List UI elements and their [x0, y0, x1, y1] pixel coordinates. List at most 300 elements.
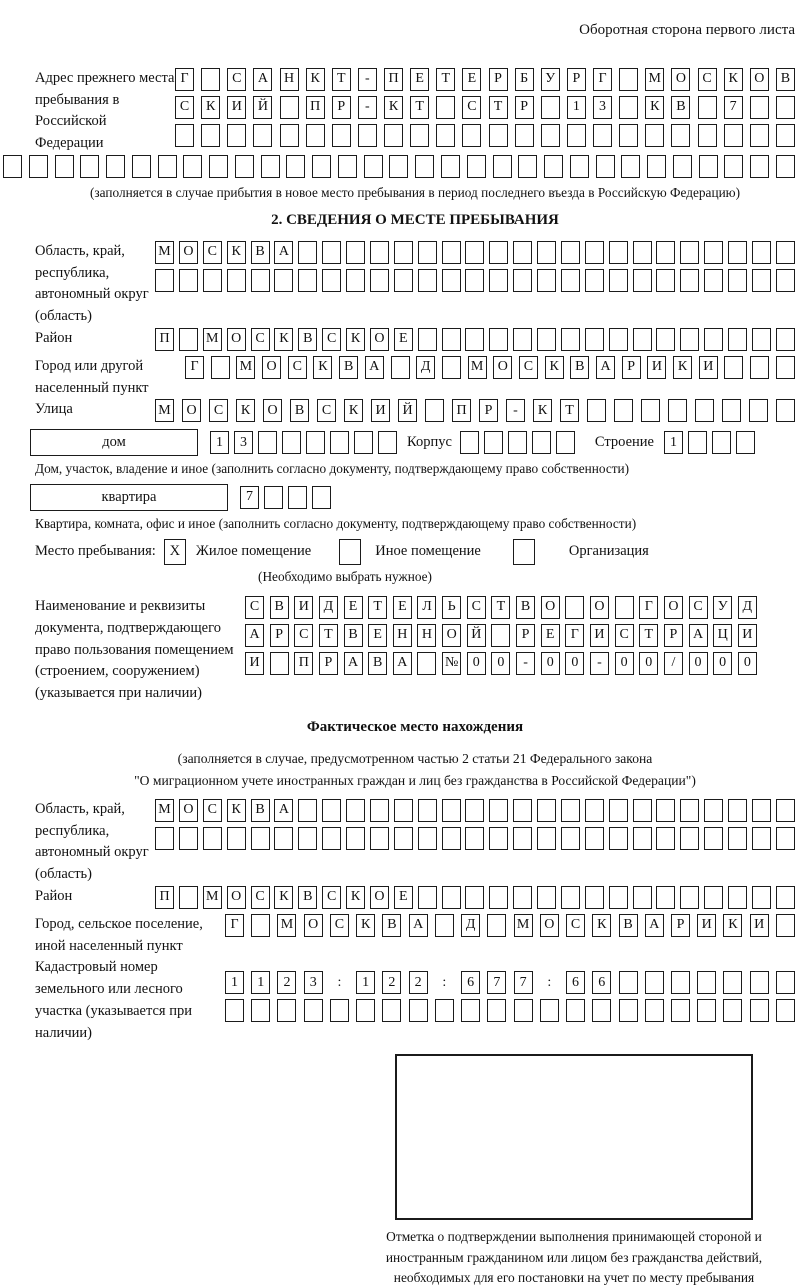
char-cell[interactable]: Г [225, 914, 244, 937]
char-cell[interactable]: 0 [738, 652, 757, 675]
char-cell[interactable]: Р [516, 624, 535, 647]
char-cell[interactable] [532, 431, 551, 454]
char-cell[interactable]: С [245, 596, 264, 619]
char-cell[interactable] [723, 971, 742, 994]
char-cell[interactable] [209, 155, 228, 178]
char-cell[interactable] [179, 328, 198, 351]
char-cell[interactable] [585, 241, 604, 264]
char-cell[interactable]: Е [394, 886, 413, 909]
char-cell[interactable] [609, 269, 628, 292]
char-cell[interactable]: С [203, 241, 222, 264]
char-cell[interactable]: О [304, 914, 323, 937]
char-cell[interactable]: Т [368, 596, 387, 619]
char-cell[interactable]: В [368, 652, 387, 675]
char-cell[interactable] [540, 999, 559, 1022]
char-cell[interactable]: К [201, 96, 220, 119]
char-cell[interactable] [541, 124, 560, 147]
char-cell[interactable] [322, 241, 341, 264]
char-cell[interactable]: И [697, 914, 716, 937]
char-cell[interactable] [179, 269, 198, 292]
char-cell[interactable]: С [330, 914, 349, 937]
char-cell[interactable] [203, 827, 222, 850]
char-cell[interactable] [619, 999, 638, 1022]
char-cell[interactable] [592, 999, 611, 1022]
char-cell[interactable] [750, 356, 769, 379]
char-cell[interactable] [645, 999, 664, 1022]
char-cell[interactable]: О [442, 624, 461, 647]
char-cell[interactable] [435, 999, 454, 1022]
char-cell[interactable] [609, 328, 628, 351]
char-cell[interactable] [656, 886, 675, 909]
char-cell[interactable]: Р [489, 68, 508, 91]
char-cell[interactable]: 6 [592, 971, 611, 994]
char-cell[interactable] [253, 124, 272, 147]
char-cell[interactable] [227, 269, 246, 292]
char-cell[interactable]: 6 [566, 971, 585, 994]
char-cell[interactable]: Е [410, 68, 429, 91]
char-cell[interactable]: М [155, 799, 174, 822]
char-cell[interactable]: С [566, 914, 585, 937]
char-cell[interactable] [621, 155, 640, 178]
char-cell[interactable] [619, 124, 638, 147]
char-cell[interactable]: И [245, 652, 264, 675]
char-cell[interactable]: Р [515, 96, 534, 119]
char-cell[interactable]: М [277, 914, 296, 937]
char-cell[interactable]: К [356, 914, 375, 937]
char-cell[interactable]: Р [332, 96, 351, 119]
char-cell[interactable] [645, 124, 664, 147]
char-cell[interactable] [211, 356, 230, 379]
char-cell[interactable]: Р [567, 68, 586, 91]
char-cell[interactable] [561, 827, 580, 850]
char-cell[interactable] [724, 124, 743, 147]
char-cell[interactable]: А [596, 356, 615, 379]
char-cell[interactable]: М [155, 399, 174, 422]
char-cell[interactable] [467, 155, 486, 178]
char-cell[interactable]: 2 [277, 971, 296, 994]
char-cell[interactable] [749, 399, 768, 422]
char-cell[interactable] [704, 328, 723, 351]
char-cell[interactable]: С [203, 799, 222, 822]
char-cell[interactable] [418, 799, 437, 822]
char-cell[interactable]: А [645, 914, 664, 937]
char-cell[interactable]: М [155, 241, 174, 264]
char-cell[interactable]: Г [565, 624, 584, 647]
char-cell[interactable]: 6 [461, 971, 480, 994]
char-cell[interactable]: С [209, 399, 228, 422]
char-cell[interactable] [704, 269, 723, 292]
char-cell[interactable]: 0 [541, 652, 560, 675]
char-cell[interactable] [461, 999, 480, 1022]
char-cell[interactable] [699, 155, 718, 178]
char-cell[interactable] [175, 124, 194, 147]
char-cell[interactable] [436, 96, 455, 119]
char-cell[interactable] [225, 999, 244, 1022]
char-cell[interactable] [561, 241, 580, 264]
char-cell[interactable] [712, 431, 731, 454]
char-cell[interactable] [489, 827, 508, 850]
char-cell[interactable] [203, 269, 222, 292]
char-cell[interactable] [346, 799, 365, 822]
char-cell[interactable]: Д [461, 914, 480, 937]
char-cell[interactable] [201, 68, 220, 91]
char-cell[interactable]: С [615, 624, 634, 647]
char-cell[interactable]: Ц [713, 624, 732, 647]
char-cell[interactable]: П [155, 886, 174, 909]
char-cell[interactable] [680, 827, 699, 850]
char-cell[interactable]: О [493, 356, 512, 379]
char-cell[interactable] [680, 886, 699, 909]
char-cell[interactable]: Й [467, 624, 486, 647]
char-cell[interactable]: С [698, 68, 717, 91]
char-cell[interactable] [274, 269, 293, 292]
char-cell[interactable] [728, 328, 747, 351]
char-cell[interactable]: С [467, 596, 486, 619]
char-cell[interactable]: А [344, 652, 363, 675]
char-cell[interactable]: И [371, 399, 390, 422]
char-cell[interactable]: Г [639, 596, 658, 619]
char-cell[interactable] [537, 328, 556, 351]
char-cell[interactable]: О [540, 914, 559, 937]
char-cell[interactable] [680, 241, 699, 264]
char-cell[interactable] [489, 886, 508, 909]
char-cell[interactable] [465, 269, 484, 292]
char-cell[interactable] [698, 124, 717, 147]
char-cell[interactable]: 1 [664, 431, 683, 454]
char-cell[interactable] [442, 269, 461, 292]
char-cell[interactable]: 7 [514, 971, 533, 994]
char-cell[interactable] [410, 124, 429, 147]
char-cell[interactable] [306, 431, 325, 454]
char-cell[interactable] [465, 886, 484, 909]
char-cell[interactable]: А [689, 624, 708, 647]
char-cell[interactable] [418, 241, 437, 264]
char-cell[interactable] [370, 241, 389, 264]
char-cell[interactable] [728, 827, 747, 850]
char-cell[interactable] [322, 799, 341, 822]
char-cell[interactable]: С [322, 886, 341, 909]
char-cell[interactable] [656, 328, 675, 351]
char-cell[interactable]: Н [417, 624, 436, 647]
char-cell[interactable]: С [689, 596, 708, 619]
char-cell[interactable] [656, 269, 675, 292]
char-cell[interactable] [697, 971, 716, 994]
char-cell[interactable]: С [288, 356, 307, 379]
char-cell[interactable]: В [776, 68, 795, 91]
char-cell[interactable]: М [645, 68, 664, 91]
char-cell[interactable] [465, 827, 484, 850]
char-cell[interactable] [346, 269, 365, 292]
char-cell[interactable] [442, 799, 461, 822]
char-cell[interactable] [695, 399, 714, 422]
char-cell[interactable] [671, 999, 690, 1022]
char-cell[interactable]: 3 [234, 431, 253, 454]
char-cell[interactable] [609, 241, 628, 264]
char-cell[interactable]: Т [491, 596, 510, 619]
char-cell[interactable]: Д [416, 356, 435, 379]
char-cell[interactable]: С [227, 68, 246, 91]
char-cell[interactable]: 7 [724, 96, 743, 119]
char-cell[interactable] [306, 124, 325, 147]
char-cell[interactable]: О [541, 596, 560, 619]
char-cell[interactable] [227, 124, 246, 147]
char-cell[interactable] [513, 328, 532, 351]
char-cell[interactable] [346, 241, 365, 264]
char-cell[interactable]: В [344, 624, 363, 647]
char-cell[interactable] [356, 999, 375, 1022]
char-cell[interactable]: / [664, 652, 683, 675]
char-cell[interactable] [489, 269, 508, 292]
char-cell[interactable]: Т [410, 96, 429, 119]
char-cell[interactable] [415, 155, 434, 178]
char-cell[interactable] [641, 399, 660, 422]
char-cell[interactable] [752, 799, 771, 822]
char-cell[interactable]: 7 [487, 971, 506, 994]
char-cell[interactable]: Д [319, 596, 338, 619]
char-cell[interactable]: К [545, 356, 564, 379]
char-cell[interactable] [158, 155, 177, 178]
char-cell[interactable]: О [179, 241, 198, 264]
char-cell[interactable] [332, 124, 351, 147]
char-cell[interactable]: Т [560, 399, 579, 422]
char-cell[interactable]: - [358, 96, 377, 119]
char-cell[interactable] [647, 155, 666, 178]
char-cell[interactable]: К [723, 914, 742, 937]
char-cell[interactable] [274, 827, 293, 850]
char-cell[interactable] [418, 827, 437, 850]
char-cell[interactable]: - [590, 652, 609, 675]
char-cell[interactable] [364, 155, 383, 178]
char-cell[interactable] [633, 269, 652, 292]
char-cell[interactable] [322, 827, 341, 850]
char-cell[interactable] [537, 241, 556, 264]
char-cell[interactable] [544, 155, 563, 178]
char-cell[interactable] [155, 827, 174, 850]
char-cell[interactable] [179, 827, 198, 850]
char-cell[interactable] [728, 269, 747, 292]
char-cell[interactable] [487, 999, 506, 1022]
char-cell[interactable] [633, 827, 652, 850]
char-cell[interactable]: Н [393, 624, 412, 647]
char-cell[interactable] [513, 799, 532, 822]
char-cell[interactable] [585, 269, 604, 292]
char-cell[interactable]: П [155, 328, 174, 351]
char-cell[interactable] [354, 431, 373, 454]
char-cell[interactable]: М [203, 886, 222, 909]
char-cell[interactable]: К [313, 356, 332, 379]
char-cell[interactable] [183, 155, 202, 178]
char-cell[interactable] [561, 886, 580, 909]
char-cell[interactable]: П [384, 68, 403, 91]
char-cell[interactable] [776, 356, 795, 379]
char-cell[interactable]: И [294, 596, 313, 619]
char-cell[interactable]: Р [319, 652, 338, 675]
char-cell[interactable] [330, 999, 349, 1022]
char-cell[interactable] [537, 827, 556, 850]
char-cell[interactable] [389, 155, 408, 178]
char-cell[interactable]: Е [462, 68, 481, 91]
char-cell[interactable] [680, 799, 699, 822]
char-cell[interactable] [435, 914, 454, 937]
char-cell[interactable]: А [409, 914, 428, 937]
char-cell[interactable] [619, 971, 638, 994]
char-cell[interactable] [235, 155, 254, 178]
char-cell[interactable] [489, 124, 508, 147]
char-cell[interactable]: 0 [565, 652, 584, 675]
char-cell[interactable] [298, 269, 317, 292]
char-cell[interactable]: С [462, 96, 481, 119]
char-cell[interactable] [752, 269, 771, 292]
char-cell[interactable] [561, 799, 580, 822]
char-cell[interactable]: У [713, 596, 732, 619]
checkbox-residential[interactable]: X [164, 539, 186, 565]
char-cell[interactable] [752, 241, 771, 264]
char-cell[interactable] [776, 328, 795, 351]
char-cell[interactable] [409, 999, 428, 1022]
char-cell[interactable] [776, 827, 795, 850]
char-cell[interactable] [585, 886, 604, 909]
char-cell[interactable] [609, 799, 628, 822]
char-cell[interactable] [752, 328, 771, 351]
char-cell[interactable]: Р [622, 356, 641, 379]
char-cell[interactable] [541, 96, 560, 119]
char-cell[interactable] [251, 914, 270, 937]
char-cell[interactable]: И [738, 624, 757, 647]
char-cell[interactable] [704, 827, 723, 850]
char-cell[interactable] [570, 155, 589, 178]
char-cell[interactable] [282, 431, 301, 454]
char-cell[interactable] [394, 241, 413, 264]
char-cell[interactable] [286, 155, 305, 178]
char-cell[interactable]: Т [436, 68, 455, 91]
char-cell[interactable]: 7 [240, 486, 259, 509]
char-cell[interactable] [585, 328, 604, 351]
char-cell[interactable] [728, 241, 747, 264]
char-cell[interactable]: 1 [356, 971, 375, 994]
char-cell[interactable] [346, 827, 365, 850]
char-cell[interactable] [442, 328, 461, 351]
char-cell[interactable]: И [590, 624, 609, 647]
char-cell[interactable] [298, 241, 317, 264]
char-cell[interactable]: 0 [713, 652, 732, 675]
char-cell[interactable]: А [365, 356, 384, 379]
char-cell[interactable]: А [245, 624, 264, 647]
char-cell[interactable] [752, 827, 771, 850]
char-cell[interactable] [556, 431, 575, 454]
char-cell[interactable] [417, 652, 436, 675]
char-cell[interactable] [776, 269, 795, 292]
char-cell[interactable] [465, 799, 484, 822]
char-cell[interactable] [106, 155, 125, 178]
char-cell[interactable]: А [393, 652, 412, 675]
char-cell[interactable]: В [298, 328, 317, 351]
char-cell[interactable] [587, 399, 606, 422]
char-cell[interactable]: 0 [615, 652, 634, 675]
char-cell[interactable]: 0 [689, 652, 708, 675]
char-cell[interactable]: К [673, 356, 692, 379]
char-cell[interactable] [513, 241, 532, 264]
char-cell[interactable] [312, 155, 331, 178]
char-cell[interactable]: Р [671, 914, 690, 937]
char-cell[interactable]: 0 [491, 652, 510, 675]
char-cell[interactable]: Б [515, 68, 534, 91]
char-cell[interactable]: Й [253, 96, 272, 119]
checkbox-organization[interactable] [513, 539, 535, 565]
char-cell[interactable] [132, 155, 151, 178]
char-cell[interactable] [155, 269, 174, 292]
char-cell[interactable]: О [750, 68, 769, 91]
char-cell[interactable]: К [274, 886, 293, 909]
char-cell[interactable] [633, 328, 652, 351]
char-cell[interactable] [750, 971, 769, 994]
char-cell[interactable]: К [346, 886, 365, 909]
char-cell[interactable] [537, 886, 556, 909]
char-cell[interactable]: М [236, 356, 255, 379]
char-cell[interactable] [537, 799, 556, 822]
char-cell[interactable] [776, 914, 795, 937]
char-cell[interactable]: 0 [639, 652, 658, 675]
char-cell[interactable] [585, 799, 604, 822]
char-cell[interactable] [671, 971, 690, 994]
char-cell[interactable] [258, 431, 277, 454]
char-cell[interactable] [382, 999, 401, 1022]
char-cell[interactable] [728, 799, 747, 822]
char-cell[interactable]: 2 [409, 971, 428, 994]
char-cell[interactable] [441, 155, 460, 178]
char-cell[interactable]: С [251, 328, 270, 351]
char-cell[interactable]: - [358, 68, 377, 91]
char-cell[interactable] [688, 431, 707, 454]
char-cell[interactable]: О [227, 328, 246, 351]
char-cell[interactable] [614, 399, 633, 422]
char-cell[interactable] [3, 155, 22, 178]
char-cell[interactable] [724, 155, 743, 178]
char-cell[interactable]: С [519, 356, 538, 379]
char-cell[interactable] [322, 269, 341, 292]
char-cell[interactable] [513, 269, 532, 292]
char-cell[interactable]: А [274, 799, 293, 822]
char-cell[interactable] [609, 886, 628, 909]
char-cell[interactable]: 3 [593, 96, 612, 119]
char-cell[interactable]: - [506, 399, 525, 422]
char-cell[interactable] [514, 999, 533, 1022]
char-cell[interactable] [442, 827, 461, 850]
char-cell[interactable] [280, 96, 299, 119]
char-cell[interactable] [704, 886, 723, 909]
char-cell[interactable] [776, 886, 795, 909]
char-cell[interactable] [656, 241, 675, 264]
char-cell[interactable] [609, 827, 628, 850]
char-cell[interactable] [251, 269, 270, 292]
char-cell[interactable] [484, 431, 503, 454]
char-cell[interactable]: О [179, 799, 198, 822]
char-cell[interactable] [561, 328, 580, 351]
char-cell[interactable]: 2 [382, 971, 401, 994]
char-cell[interactable] [567, 124, 586, 147]
char-cell[interactable]: М [468, 356, 487, 379]
char-cell[interactable]: П [452, 399, 471, 422]
char-cell[interactable]: Г [593, 68, 612, 91]
char-cell[interactable] [619, 68, 638, 91]
char-cell[interactable]: 1 [251, 971, 270, 994]
char-cell[interactable] [489, 241, 508, 264]
char-cell[interactable] [704, 799, 723, 822]
char-cell[interactable] [671, 124, 690, 147]
char-cell[interactable] [704, 241, 723, 264]
char-cell[interactable]: О [370, 328, 389, 351]
char-cell[interactable]: Р [479, 399, 498, 422]
char-cell[interactable] [280, 124, 299, 147]
